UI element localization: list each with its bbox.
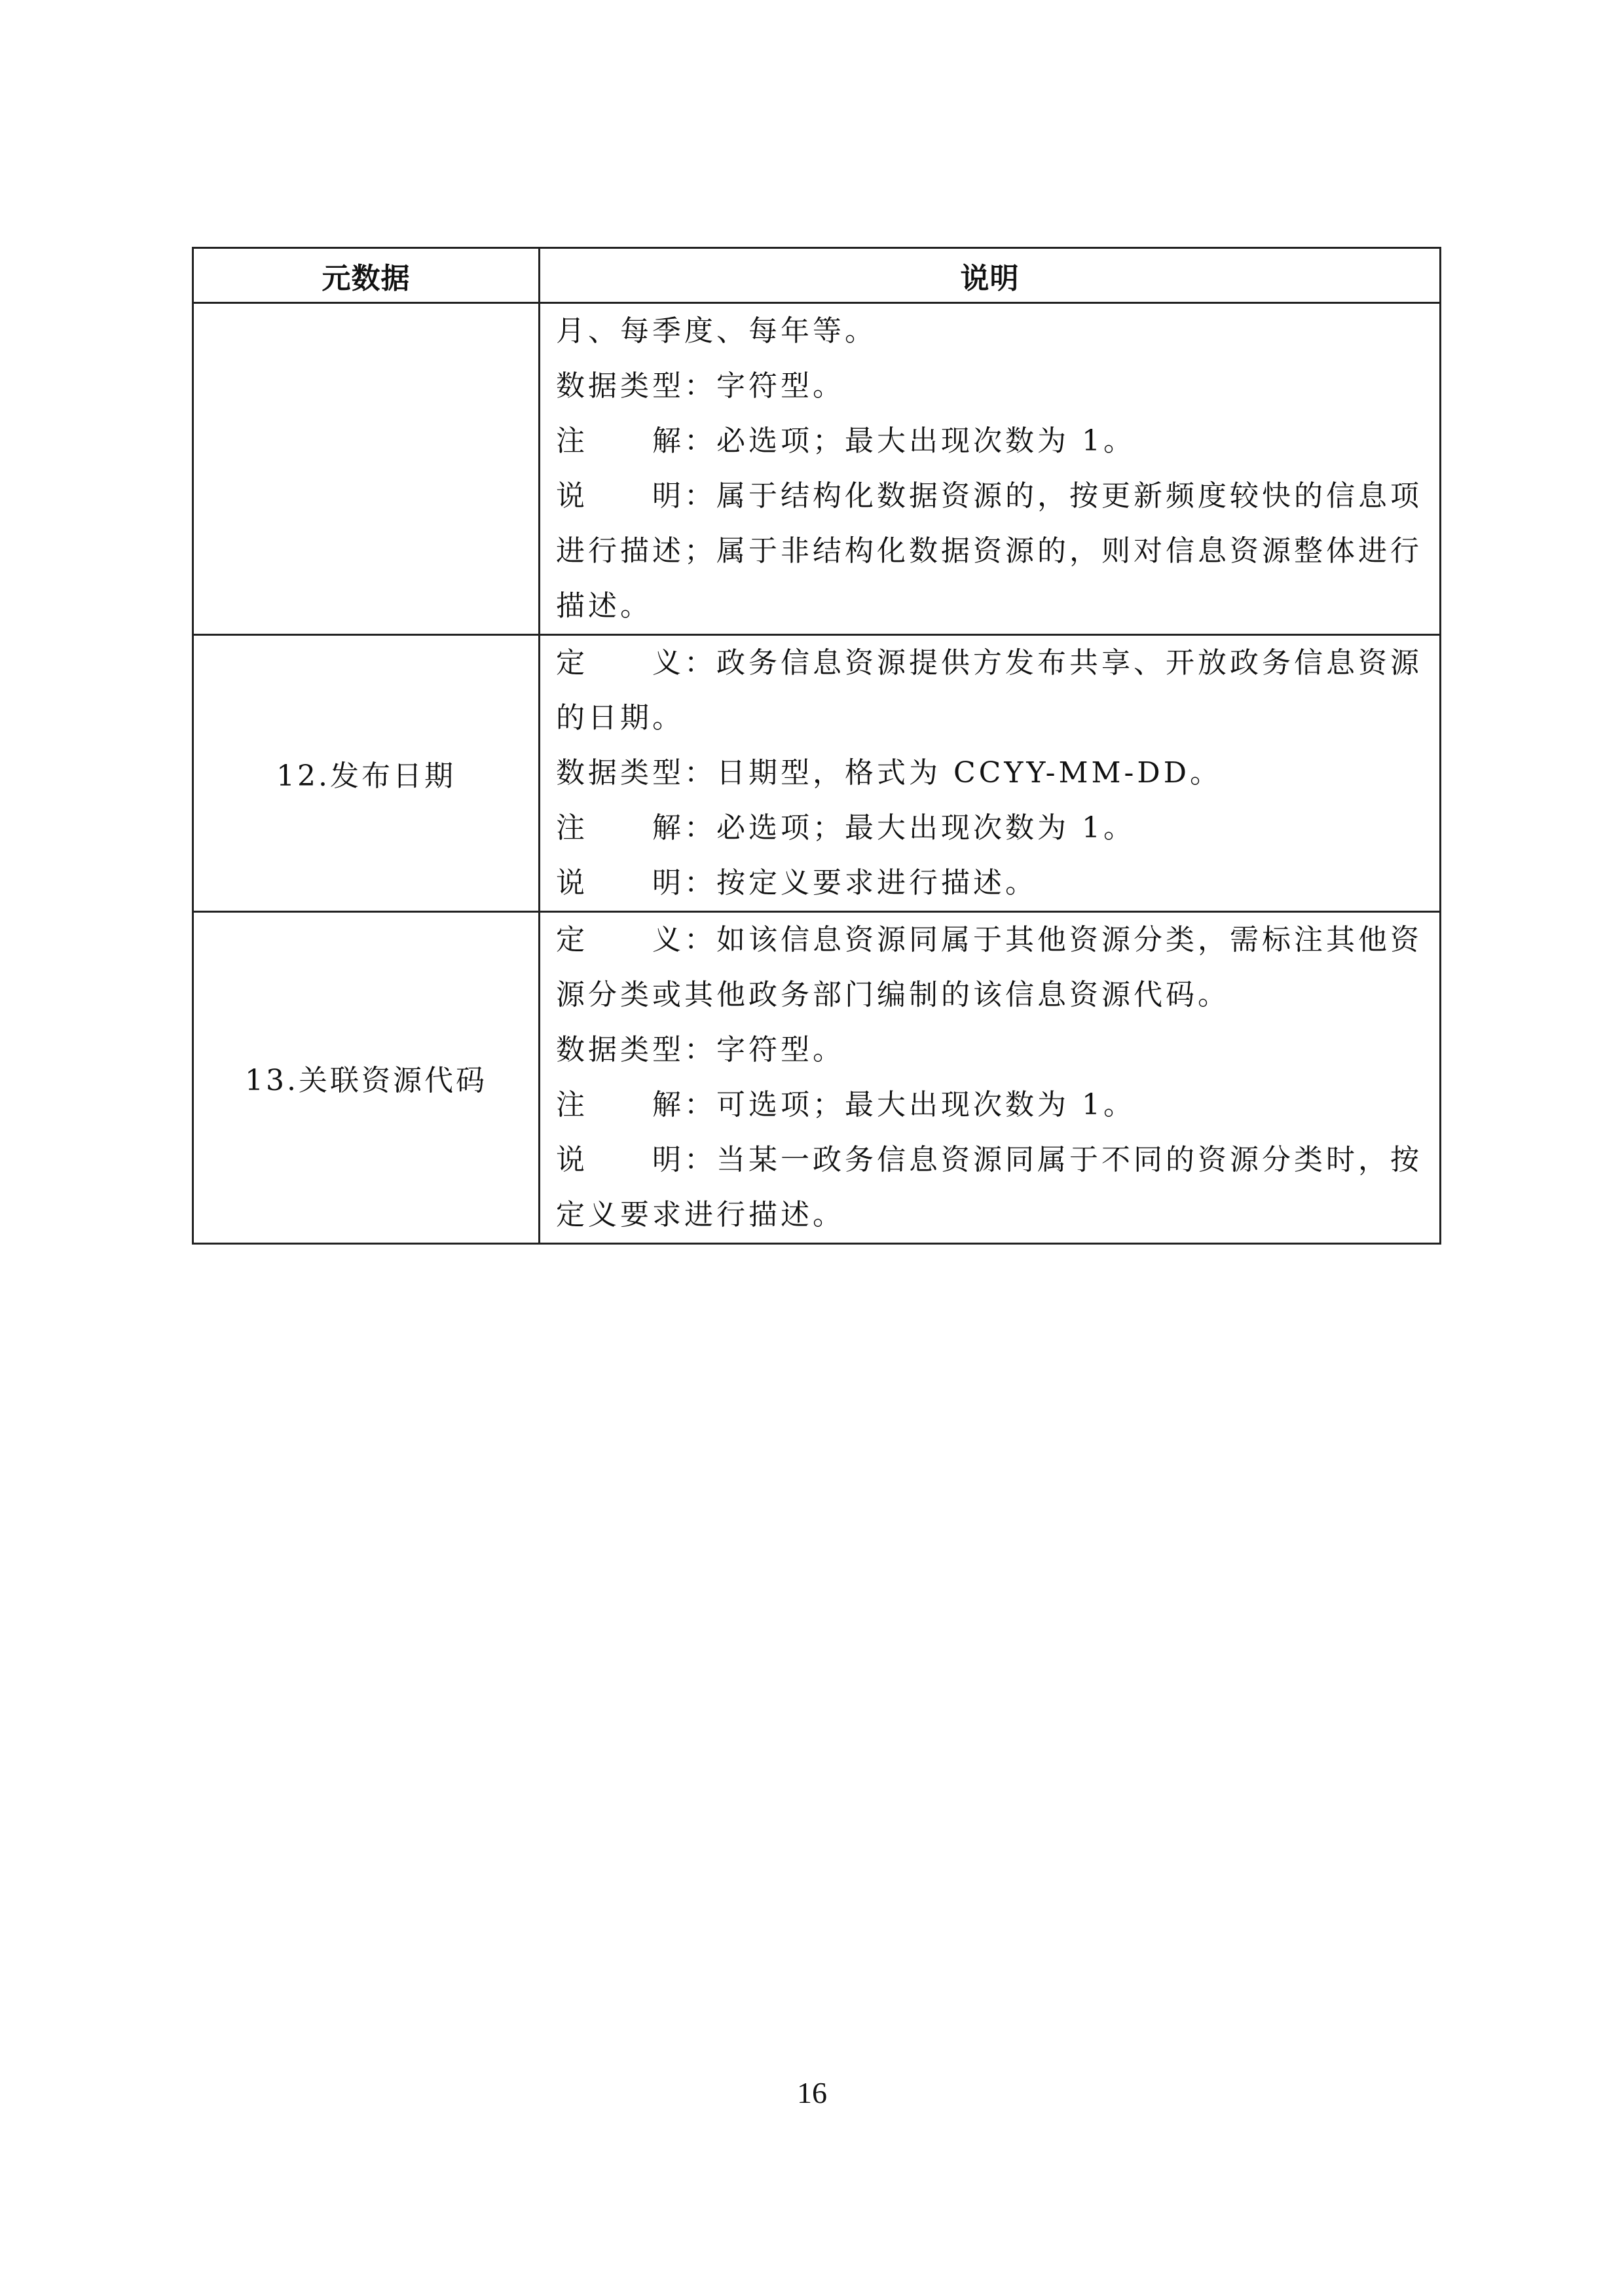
- metadata-name-cell: 12.发布日期: [193, 635, 540, 912]
- description-line: 描述。: [556, 589, 652, 623]
- description-line: 注 解：必选项；最大出现次数为 1。: [556, 811, 1135, 845]
- description-line: 说 明：属于结构化数据资源的，按更新频度较快的信息项: [556, 479, 1422, 513]
- page-number: 16: [797, 2076, 827, 2109]
- description-line: 定 义：如该信息资源同属于其他资源分类，需标注其他资: [556, 923, 1422, 957]
- metadata-table: [192, 247, 1441, 1245]
- description-line: 月、每季度、每年等。: [556, 314, 877, 348]
- description-line: 注 解：必选项；最大出现次数为 1。: [556, 424, 1135, 458]
- table-row: [193, 303, 1441, 635]
- description-line: 进行描述；属于非结构化数据资源的，则对信息资源整体进行: [556, 534, 1422, 568]
- description-line: 源分类或其他政务部门编制的该信息资源代码。: [556, 978, 1230, 1011]
- description-line: 数据类型：字符型。: [556, 1033, 845, 1066]
- description-line: 说 明：按定义要求进行描述。: [556, 866, 1037, 900]
- description-cell: [540, 912, 1441, 1244]
- metadata-name-cell: [193, 303, 540, 635]
- table-row: [193, 912, 1441, 1244]
- description-line: 说 明：当某一政务信息资源同属于不同的资源分类时，按: [556, 1143, 1422, 1176]
- table-header-row: [193, 248, 1441, 303]
- description-line: 数据类型：日期型，格式为 CCYY-MM-DD。: [556, 756, 1222, 790]
- description-line: 数据类型：字符型。: [556, 369, 845, 403]
- description-line: 注 解：可选项；最大出现次数为 1。: [556, 1088, 1135, 1121]
- description-cell: [540, 303, 1441, 635]
- header-description: 说明: [540, 248, 1441, 303]
- header-metadata: 元数据: [193, 248, 540, 303]
- metadata-name-cell: 13.关联资源代码: [193, 912, 540, 1244]
- description-line: 定义要求进行描述。: [556, 1198, 845, 1231]
- description-cell: [540, 635, 1441, 912]
- table-row: [193, 635, 1441, 912]
- description-line: 的日期。: [556, 701, 684, 735]
- description-line: 定 义：政务信息资源提供方发布共享、开放政务信息资源: [556, 646, 1422, 680]
